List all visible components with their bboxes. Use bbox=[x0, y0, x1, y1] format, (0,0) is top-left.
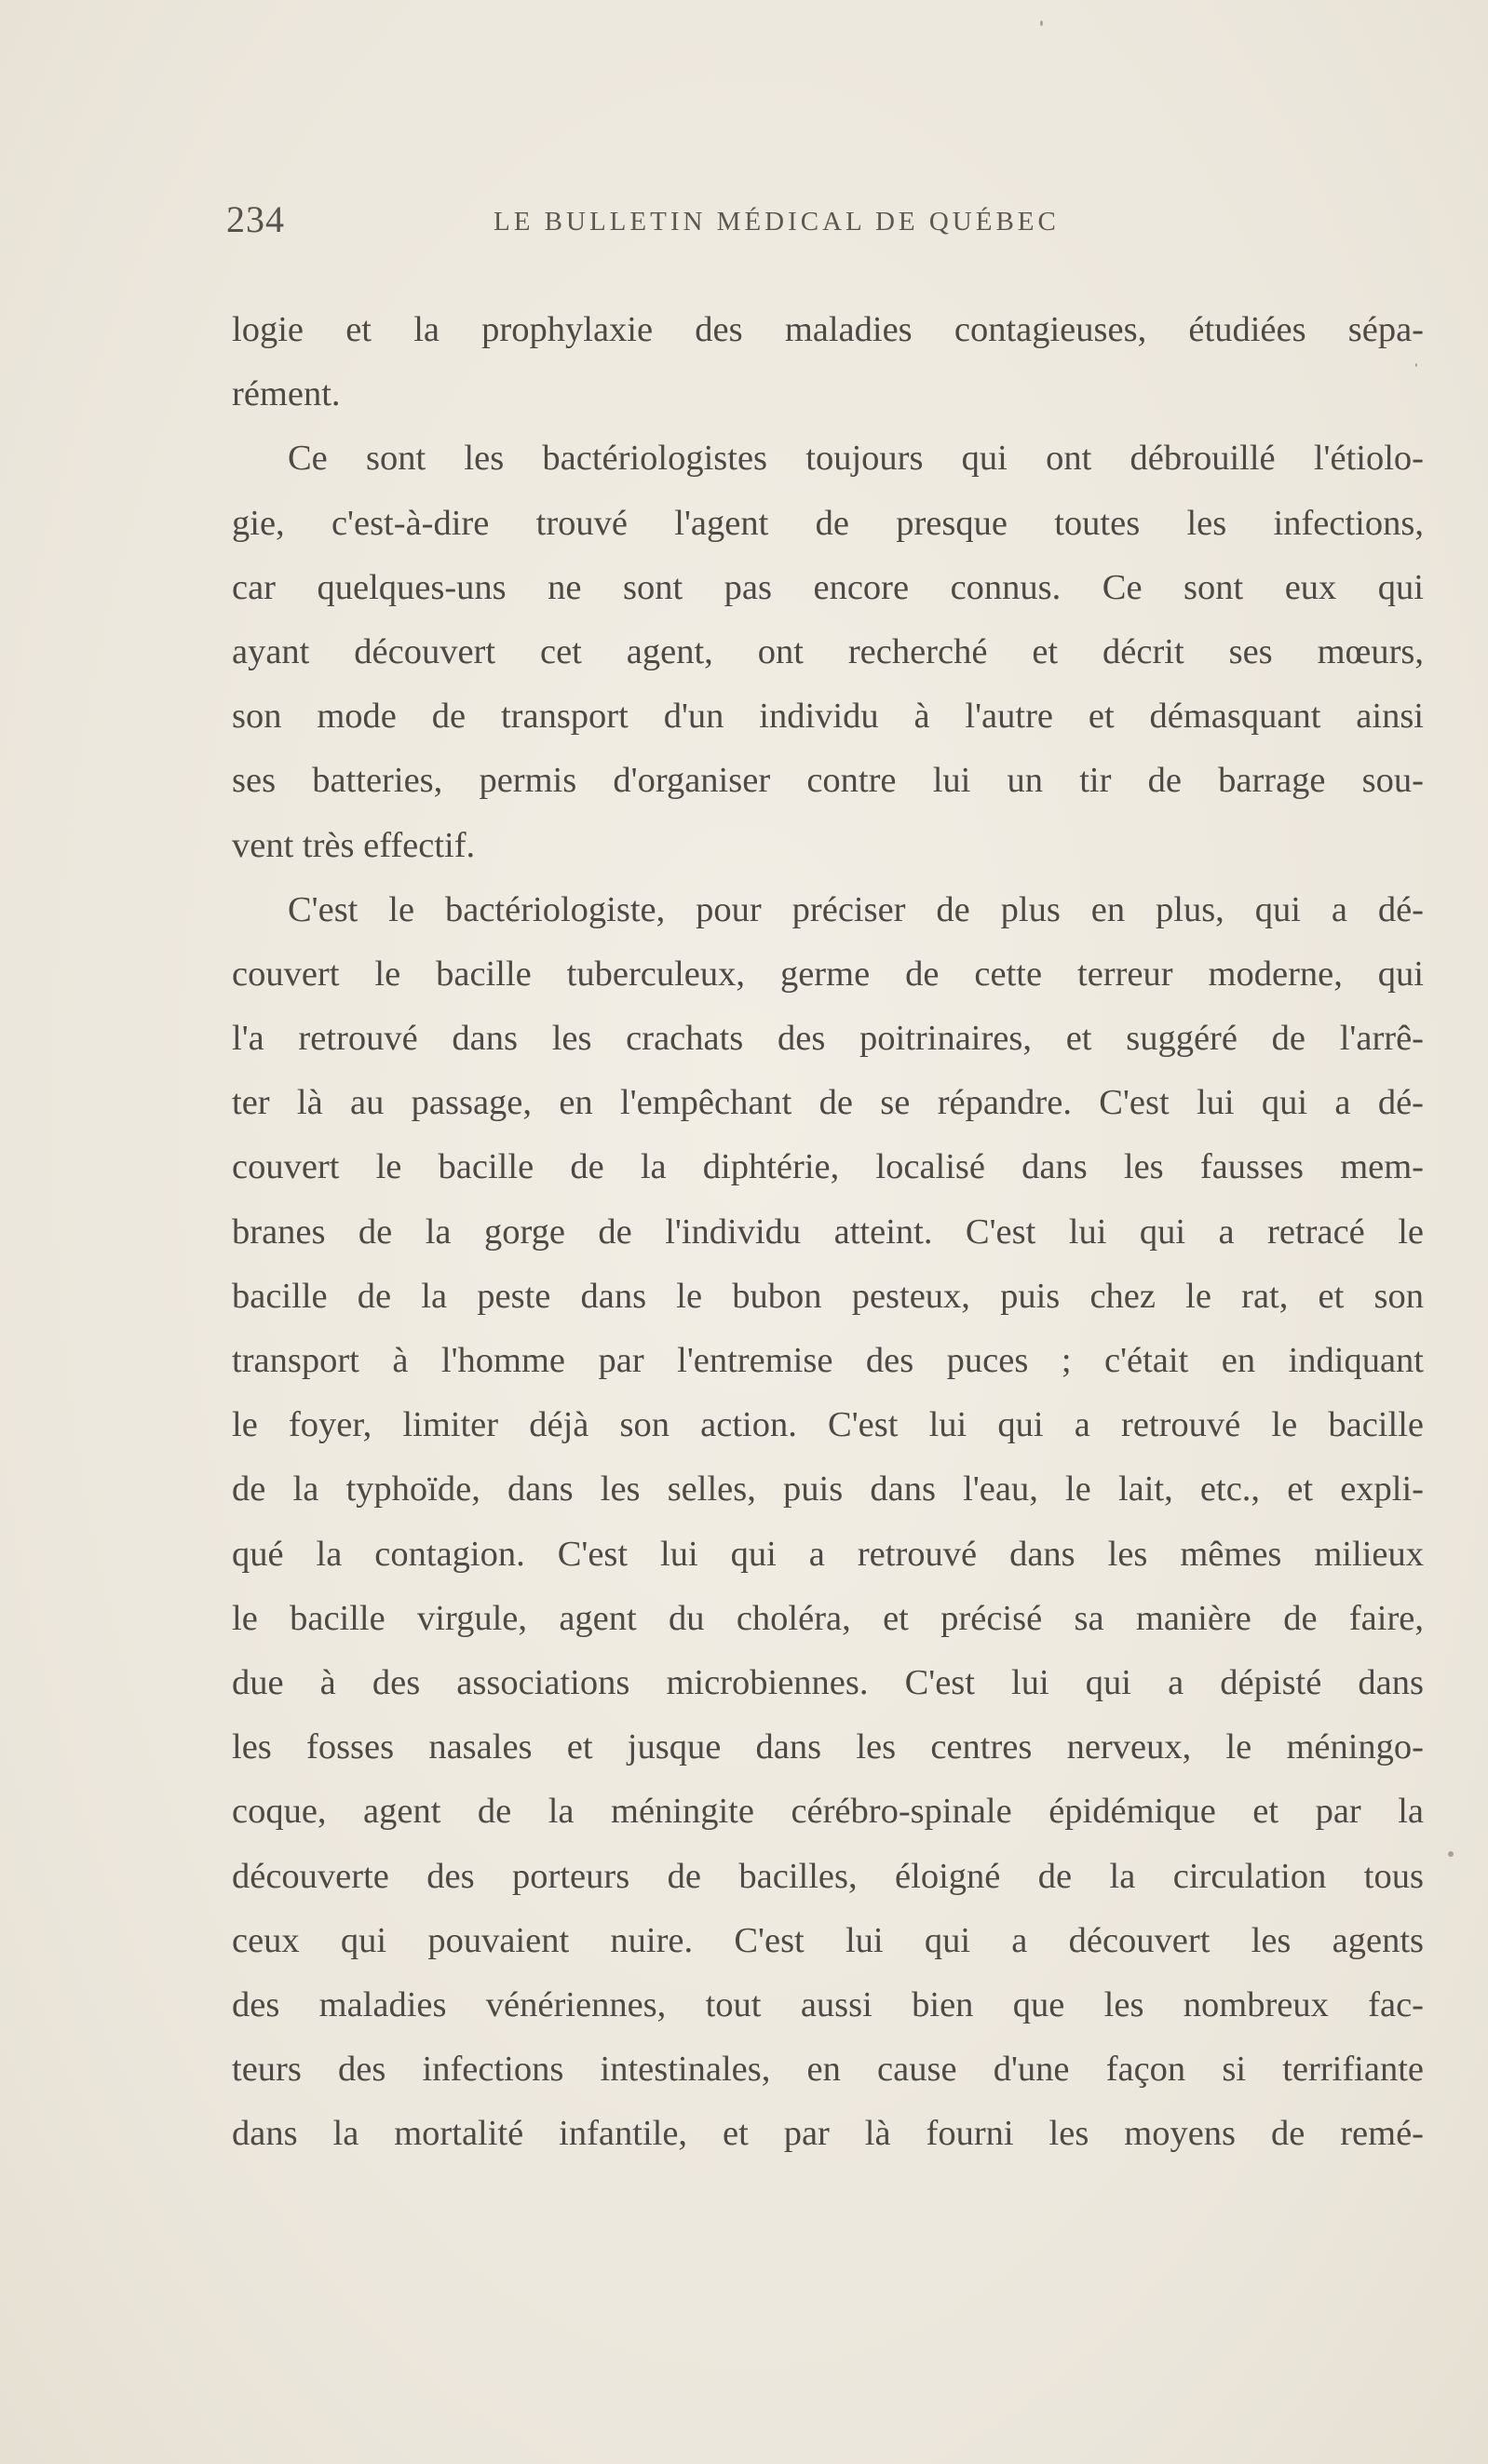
text-line: ceux qui pouvaient nuire. C'est lui qui a découvert les agents bbox=[232, 1920, 1424, 1960]
print-speck bbox=[1448, 1851, 1454, 1857]
text-line: son mode de transport d'un individu à l'autre et démasquant ainsi bbox=[232, 697, 1424, 737]
text-line: coque, agent de la méningite cérébro-spinale épidémique et par la bbox=[232, 1792, 1424, 1832]
text-line: due à des associations microbiennes. C'est lui qui a dépisté dans bbox=[232, 1662, 1424, 1702]
print-speck bbox=[1415, 363, 1417, 367]
text-line: le bacille virgule, agent du choléra, et précisé sa manière de faire, bbox=[232, 1598, 1424, 1638]
text-line: de la typhoïde, dans les selles, puis dans l'eau, le lait, etc., et expli- bbox=[232, 1469, 1424, 1510]
text-line: dans la mortalité infantile, et par là fourni les moyens de remé- bbox=[232, 2114, 1424, 2154]
text-line: couvert le bacille de la diphtérie, localisé dans les fausses mem- bbox=[232, 1147, 1424, 1187]
text-line: découverte des porteurs de bacilles, éloigné de la circulation tous bbox=[232, 1856, 1424, 1896]
text-line: bacille de la peste dans le bubon pesteux, puis chez le rat, et son bbox=[232, 1276, 1424, 1316]
text-line: l'a retrouvé dans les crachats des poitrinaires, et suggéré de l'arrê- bbox=[232, 1019, 1424, 1059]
print-speck bbox=[1040, 20, 1043, 26]
text-line: C'est le bactériologiste, pour préciser de plus en plus, qui a dé- bbox=[288, 889, 1424, 929]
text-line: logie et la prophylaxie des maladies contagieuses, étudiées sépa- bbox=[232, 310, 1424, 349]
running-title: LE BULLETIN MÉDICAL DE QUÉBEC bbox=[494, 207, 1060, 237]
text-line: ayant découvert cet agent, ont recherché et décrit ses mœurs, bbox=[232, 631, 1424, 671]
text-line: couvert le bacille tuberculeux, germe de cette terreur moderne, qui bbox=[232, 954, 1424, 994]
text-line: transport à l'homme par l'entremise des puces ; c'était en indiquant bbox=[232, 1341, 1424, 1380]
text-line: gie, c'est-à-dire trouvé l'agent de presque toutes les infections, bbox=[232, 503, 1424, 543]
text-line: Ce sont les bactériologistes toujours qui ont débrouillé l'étiolo- bbox=[288, 439, 1424, 479]
body-text bbox=[232, 298, 1424, 2166]
text-line: vent très effectif. bbox=[232, 825, 476, 865]
text-line: branes de la gorge de l'individu atteint. C'est lui qui a retracé le bbox=[232, 1212, 1424, 1252]
text-line: les fosses nasales et jusque dans les centres nerveux, le méningo- bbox=[232, 1727, 1424, 1767]
text-line: ses batteries, permis d'organiser contre lui un tir de barrage sou- bbox=[232, 761, 1424, 801]
text-line: le foyer, limiter déjà son action. C'est lui qui a retrouvé le bacille bbox=[232, 1405, 1424, 1445]
text-line: qué la contagion. C'est lui qui a retrouvé dans les mêmes milieux bbox=[232, 1534, 1424, 1574]
text-line: car quelques-uns ne sont pas encore connus. Ce sont eux qui bbox=[232, 567, 1424, 607]
text-line: teurs des infections intestinales, en cause d'une façon si terrifiante bbox=[232, 2050, 1424, 2090]
text-line: ter là au passage, en l'empêchant de se répandre. C'est lui qui a dé- bbox=[232, 1083, 1424, 1123]
page-header bbox=[226, 197, 1157, 253]
text-line: rément. bbox=[232, 374, 341, 414]
text-line: des maladies vénériennes, tout aussi bien que les nombreux fac- bbox=[232, 1984, 1424, 2024]
page-number: 234 bbox=[226, 198, 285, 240]
